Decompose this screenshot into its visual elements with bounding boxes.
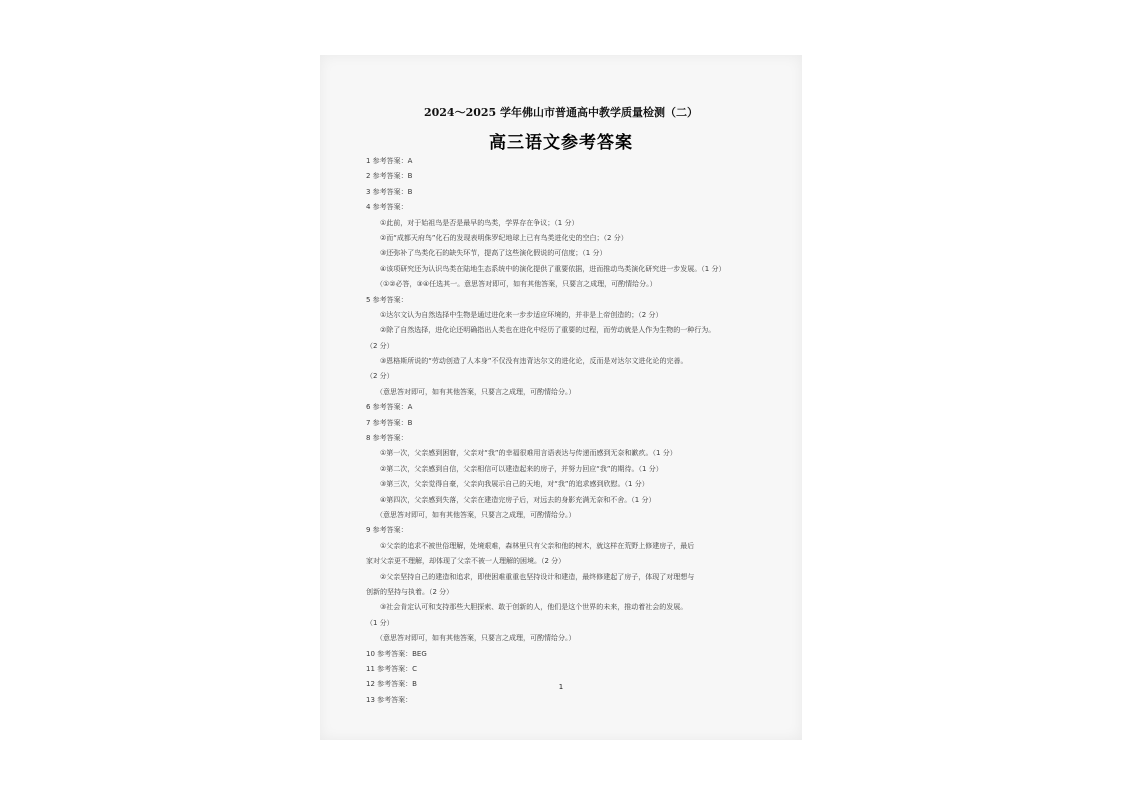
answer-line: ④该项研究还为认识鸟类在陆地生态系统中的演化提供了重要依据，进而推动鸟类演化研究进一步发展。（1 分） — [380, 264, 726, 273]
answer-line: 5 参考答案： — [366, 295, 408, 304]
answer-line: ④第四次，父亲感到失落，父亲在建造完房子后，对远去的身影充满无奈和不舍。（1 分） — [380, 495, 656, 504]
answer-line: 1 参考答案：A — [366, 157, 413, 165]
answer-line: 11 参考答案：C — [366, 664, 418, 673]
answer-line: （2 分） — [366, 372, 394, 381]
answer-list — [366, 154, 778, 708]
answer-line: 7 参考答案：B — [366, 418, 413, 427]
answer-line: （2 分） — [366, 341, 394, 350]
answer-line: 家对父亲更不理解，却体现了父亲不被一人理解的困境。（2 分） — [366, 557, 566, 566]
answer-line: 12 参考答案：B — [366, 680, 417, 689]
answer-line: ①此前，对于始祖鸟是否是最早的鸟类，学界存在争议；（1 分） — [380, 218, 579, 227]
answer-line: （意思答对即可，如有其他答案，只要言之成理，可酌情给分。） — [376, 387, 576, 396]
answer-line: 2 参考答案：B — [366, 172, 413, 181]
document-title: 高三语文参考答案 — [489, 133, 633, 153]
answer-line: ②第二次，父亲感到自信，父亲相信可以建造起来的房子，并努力回应“我”的期待。（1 分） — [380, 464, 663, 473]
answer-line: ②除了自然选择，进化论还明确指出人类也在进化中经历了重要的过程，而劳动就是人作为生物的一种行为。 — [380, 326, 716, 335]
answer-line: ③还弥补了鸟类化石的缺失环节，提高了这些演化假说的可信度；（1 分） — [380, 249, 607, 258]
answer-line: 4 参考答案： — [366, 203, 408, 212]
answer-line: ①第一次，父亲感到困窘，父亲对“我”的幸福很难用言语表达与传递而感到无奈和歉疚。（1 分） — [380, 449, 677, 458]
answer-line: ①父亲的追求不被世俗理解，处境艰难，森林里只有父亲和他的树木，就这样在荒野上修建房子，最后 — [380, 541, 695, 550]
answer-line: ③社会肯定认可和支持那些大胆探索、敢于创新的人，他们是这个世界的未来，推动着社会的发展。 — [380, 603, 688, 612]
answer-line: ①达尔文认为自然选择中生物是通过进化来一步步适应环境的，并非是上帝创造的；（2 分） — [380, 310, 663, 319]
answer-line: ③恩格斯所说的“劳动创造了人本身”不仅没有违背达尔文的进化论，反而是对达尔文进化论的完善。 — [380, 357, 688, 366]
answer-line: 10 参考答案：BEG — [366, 649, 427, 658]
answer-line: 9 参考答案： — [366, 526, 408, 535]
answer-line: 创新的坚持与执着。（2 分） — [366, 587, 454, 596]
answer-line: （①②必答，③④任选其一。意思答对即可，如有其他答案，只要言之成理，可酌情给分。） — [376, 280, 657, 289]
answer-line: 3 参考答案：B — [366, 187, 413, 196]
answer-line: 6 参考答案：A — [366, 403, 413, 412]
page-number: 1 — [558, 683, 564, 691]
answer-line: 13 参考答案： — [366, 695, 413, 704]
answer-line: 8 参考答案： — [366, 434, 408, 443]
document-subtitle: 2024～2025 学年佛山市普通高中教学质量检测（二） — [423, 106, 699, 119]
answer-line: ②而“成都天府鸟”化石的发现表明侏罗纪地球上已有鸟类进化史的空白；（2 分） — [380, 233, 628, 242]
answer-line: （1 分） — [366, 618, 394, 627]
answer-line: （意思答对即可，如有其他答案，只要言之成理，可酌情给分。） — [376, 634, 576, 643]
answer-line: ③第三次，父亲觉得自豪，父亲向我展示自己的天地，对“我”的追求感到欣慰。（1 分） — [380, 480, 649, 489]
answer-line: ②父亲坚持自己的建造和追求，即使困难重重也坚持设计和建造，最终修建起了房子，体现了对理想与 — [380, 572, 695, 581]
answer-line: （意思答对即可，如有其他答案，只要言之成理，可酌情给分。） — [376, 510, 576, 519]
